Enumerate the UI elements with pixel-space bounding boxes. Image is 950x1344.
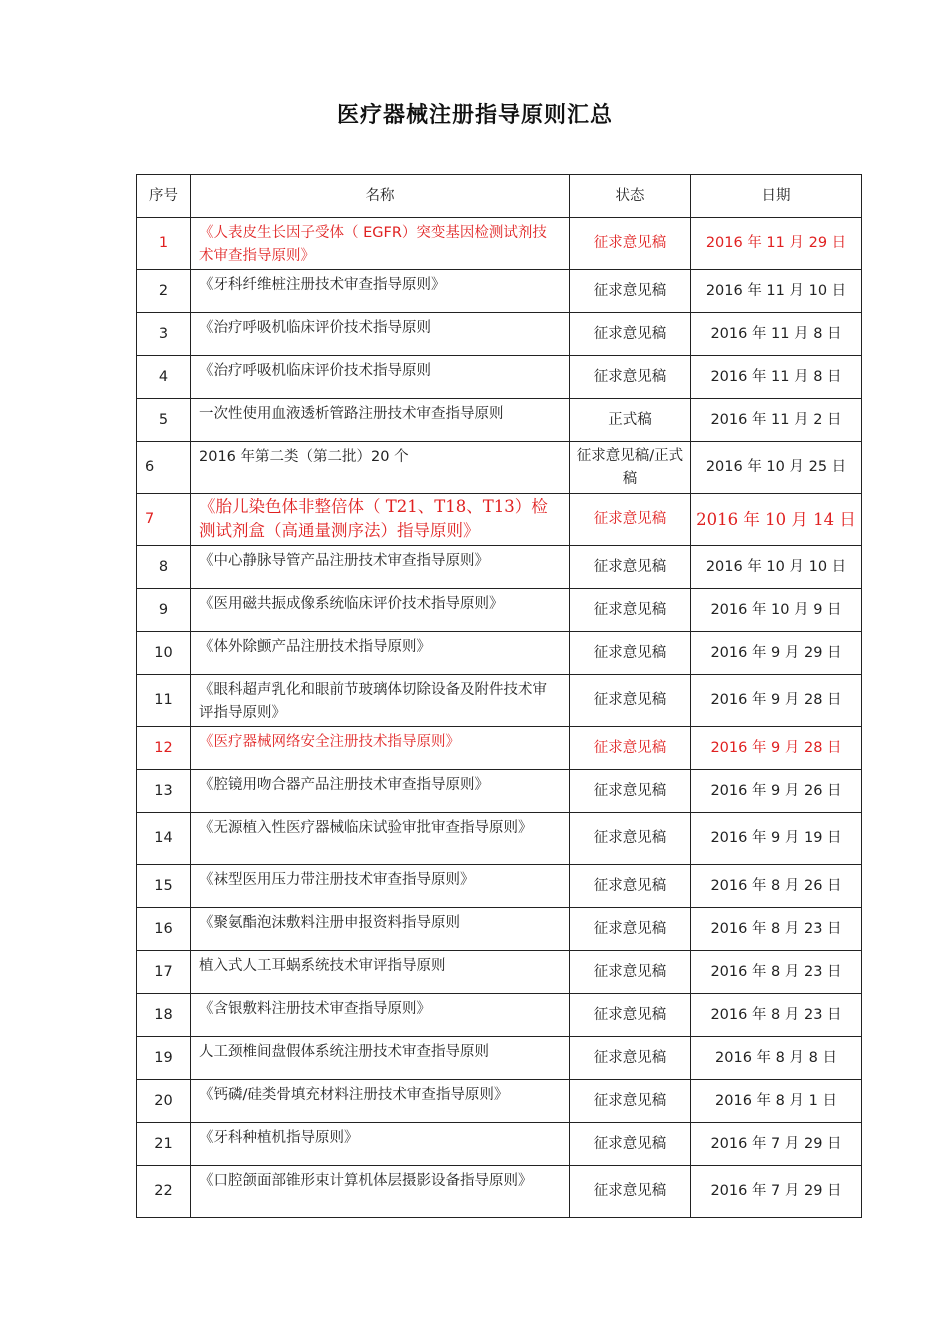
row-status: 征求意见稿/正式稿 (570, 442, 691, 494)
table-row (137, 813, 862, 865)
row-status: 征求意见稿 (570, 727, 691, 770)
row-date: 2016 年 9 月 19 日 (691, 813, 862, 865)
row-name: 《牙科种植机指导原则》 (191, 1123, 570, 1166)
header-status: 状态 (570, 175, 691, 218)
row-status: 征求意见稿 (570, 1080, 691, 1123)
row-status: 征求意见稿 (570, 1037, 691, 1080)
table-row (137, 1037, 862, 1080)
row-status: 征求意见稿 (570, 632, 691, 675)
row-name: 《牙科纤维桩注册技术审查指导原则》 (191, 270, 570, 313)
table-row (137, 951, 862, 994)
row-name: 《袜型医用压力带注册技术审查指导原则》 (191, 865, 570, 908)
guidelines-table (136, 174, 862, 1218)
table-row (137, 994, 862, 1037)
row-date: 2016 年 11 月 10 日 (691, 270, 862, 313)
row-date: 2016 年 8 月 8 日 (691, 1037, 862, 1080)
row-name: 《胎儿染色体非整倍体（ T21、T18、T13）检测试剂盒（高通量测序法）指导原则》 (191, 494, 570, 546)
row-no: 19 (137, 1037, 191, 1080)
row-date: 2016 年 11 月 2 日 (691, 399, 862, 442)
row-name: 《钙磷/硅类骨填充材料注册技术审查指导原则》 (191, 1080, 570, 1123)
row-date: 2016 年 10 月 10 日 (691, 546, 862, 589)
table-row (137, 1080, 862, 1123)
row-name: 《人表皮生长因子受体（ EGFR）突变基因检测试剂技术审查指导原则》 (191, 218, 570, 270)
row-no: 9 (137, 589, 191, 632)
row-name: 《聚氨酯泡沫敷料注册申报资料指导原则 (191, 908, 570, 951)
table-row (137, 442, 862, 494)
row-no: 8 (137, 546, 191, 589)
row-date: 2016 年 9 月 28 日 (691, 675, 862, 727)
table-row (137, 546, 862, 589)
row-date: 2016 年 11 月 8 日 (691, 356, 862, 399)
row-date: 2016 年 9 月 28 日 (691, 727, 862, 770)
row-no: 7 (137, 494, 191, 546)
table-row (137, 218, 862, 270)
row-name: 《医疗器械网络安全注册技术指导原则》 (191, 727, 570, 770)
table-row (137, 313, 862, 356)
row-name: 人工颈椎间盘假体系统注册技术审查指导原则 (191, 1037, 570, 1080)
row-no: 12 (137, 727, 191, 770)
row-name: 《含银敷料注册技术审查指导原则》 (191, 994, 570, 1037)
row-no: 21 (137, 1123, 191, 1166)
row-no: 6 (137, 442, 191, 494)
row-date: 2016 年 8 月 23 日 (691, 951, 862, 994)
row-status: 征求意见稿 (570, 589, 691, 632)
row-date: 2016 年 9 月 29 日 (691, 632, 862, 675)
row-name: 《无源植入性医疗器械临床试验审批审查指导原则》 (191, 813, 570, 865)
table-row (137, 632, 862, 675)
row-date: 2016 年 7 月 29 日 (691, 1166, 862, 1218)
row-date: 2016 年 8 月 23 日 (691, 994, 862, 1037)
header-name: 名称 (191, 175, 570, 218)
row-no: 14 (137, 813, 191, 865)
row-date: 2016 年 10 月 25 日 (691, 442, 862, 494)
row-no: 16 (137, 908, 191, 951)
table-row (137, 908, 862, 951)
row-status: 征求意见稿 (570, 813, 691, 865)
row-status: 征求意见稿 (570, 770, 691, 813)
row-status: 征求意见稿 (570, 356, 691, 399)
row-date: 2016 年 10 月 14 日 (691, 494, 862, 546)
row-date: 2016 年 9 月 26 日 (691, 770, 862, 813)
row-name: 《体外除颤产品注册技术指导原则》 (191, 632, 570, 675)
row-date: 2016 年 8 月 26 日 (691, 865, 862, 908)
row-no: 1 (137, 218, 191, 270)
table-row (137, 270, 862, 313)
row-status: 征求意见稿 (570, 218, 691, 270)
row-status: 征求意见稿 (570, 994, 691, 1037)
row-name: 《中心静脉导管产品注册技术审查指导原则》 (191, 546, 570, 589)
row-status: 正式稿 (570, 399, 691, 442)
table-row (137, 865, 862, 908)
row-no: 17 (137, 951, 191, 994)
row-status: 征求意见稿 (570, 546, 691, 589)
row-no: 20 (137, 1080, 191, 1123)
table-row (137, 589, 862, 632)
row-no: 2 (137, 270, 191, 313)
header-date: 日期 (691, 175, 862, 218)
row-status: 征求意见稿 (570, 908, 691, 951)
row-no: 3 (137, 313, 191, 356)
row-no: 13 (137, 770, 191, 813)
table-row (137, 494, 862, 546)
row-name: 《医用磁共振成像系统临床评价技术指导原则》 (191, 589, 570, 632)
row-name: 2016 年第二类（第二批）20 个 (191, 442, 570, 494)
row-no: 5 (137, 399, 191, 442)
row-status: 征求意见稿 (570, 951, 691, 994)
table-row (137, 770, 862, 813)
row-status: 征求意见稿 (570, 494, 691, 546)
row-status: 征求意见稿 (570, 675, 691, 727)
table-row (137, 356, 862, 399)
row-name: 《眼科超声乳化和眼前节玻璃体切除设备及附件技术审评指导原则》 (191, 675, 570, 727)
row-no: 10 (137, 632, 191, 675)
row-name: 《治疗呼吸机临床评价技术指导原则 (191, 356, 570, 399)
row-no: 4 (137, 356, 191, 399)
row-date: 2016 年 8 月 23 日 (691, 908, 862, 951)
table-row (137, 727, 862, 770)
row-date: 2016 年 8 月 1 日 (691, 1080, 862, 1123)
row-status: 征求意见稿 (570, 270, 691, 313)
row-name: 一次性使用血液透析管路注册技术审查指导原则 (191, 399, 570, 442)
row-date: 2016 年 11 月 8 日 (691, 313, 862, 356)
row-name: 《口腔颌面部锥形束计算机体层摄影设备指导原则》 (191, 1166, 570, 1218)
table-row (137, 399, 862, 442)
row-status: 征求意见稿 (570, 1166, 691, 1218)
row-date: 2016 年 10 月 9 日 (691, 589, 862, 632)
table-row (137, 1166, 862, 1218)
row-no: 11 (137, 675, 191, 727)
table-row (137, 1123, 862, 1166)
row-date: 2016 年 11 月 29 日 (691, 218, 862, 270)
row-name: 《治疗呼吸机临床评价技术指导原则 (191, 313, 570, 356)
row-no: 22 (137, 1166, 191, 1218)
table-row (137, 675, 862, 727)
row-date: 2016 年 7 月 29 日 (691, 1123, 862, 1166)
row-status: 征求意见稿 (570, 1123, 691, 1166)
table-header-row (137, 175, 862, 218)
page-title: 医疗器械注册指导原则汇总 (336, 103, 613, 128)
row-status: 征求意见稿 (570, 313, 691, 356)
row-name: 植入式人工耳蜗系统技术审评指导原则 (191, 951, 570, 994)
row-no: 18 (137, 994, 191, 1037)
header-no: 序号 (137, 175, 191, 218)
row-status: 征求意见稿 (570, 865, 691, 908)
row-name: 《腔镜用吻合器产品注册技术审查指导原则》 (191, 770, 570, 813)
row-no: 15 (137, 865, 191, 908)
